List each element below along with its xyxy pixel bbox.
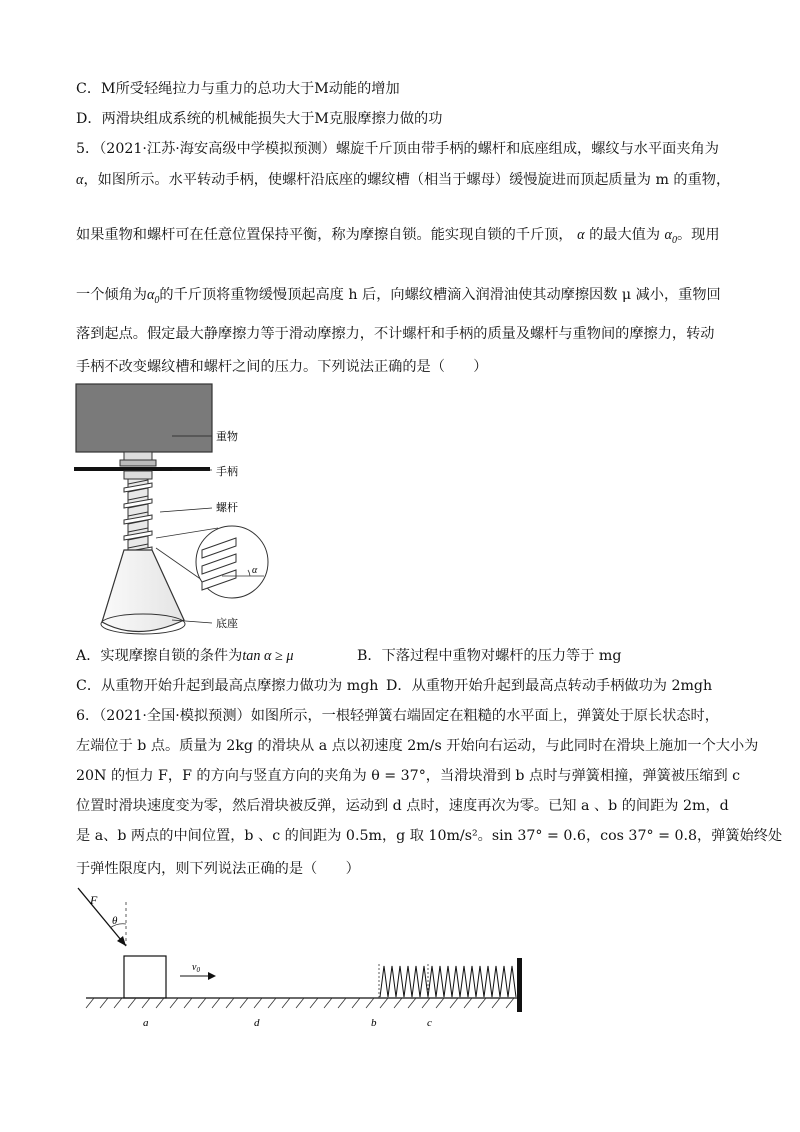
spring [380,966,516,997]
alpha0-symbol: $\alpha_0$ [664,227,677,246]
spring-block-figure [70,884,540,1034]
alpha0-symbol: $\alpha_0$ [146,287,160,306]
q5-option-a-wrap [76,646,293,666]
q5-stem-line3a: 如果重物和螺杆可在任意位置保持平衡，称为摩擦自锁。能实现自锁的千斤顶， [76,227,573,243]
alpha-symbol: α [76,172,84,188]
q5-stem-line2: ，如图所示。水平转动手柄，使螺杆沿底座的螺纹槽（相当于螺母）缓慢旋进而顶起质量为 m 的重物， [83,172,731,188]
label-theta: θ [112,915,118,927]
thread-detail-zoom [196,526,268,598]
label-alpha: α [252,565,258,576]
q5-option-d: D．从重物开始升起到最高点转动手柄做功为 2mgh [386,678,713,694]
option-c-prev: C．M所受轻绳拉力与重力的总功大于M动能的增加 [76,81,400,97]
label-screw: 螺杆 [216,502,238,514]
q5-stem-line4a: 一个倾角为 [76,287,147,303]
wall [517,958,522,1012]
q5-option-a: A．实现摩擦自锁的条件为 [76,648,243,664]
q5-stem-line6: 手柄不改变螺纹槽和螺杆之间的压力。下列说法正确的是（ ） [76,359,488,375]
label-point-c: c [427,1017,432,1029]
q5-option-a-math: tan α ≥ μ [242,648,294,664]
label-v0: $v_0$ [192,962,200,974]
q5-stem-line1: 5．（2021·江苏·海安高级中学模拟预测）螺旋千斤顶由带手柄的螺杆和底座组成，螺纹与水平面夹角为 [76,141,719,157]
q6-stem-line5: 是 a、b 两点的中间位置，b 、c 的间距为 0.5m，g 取 10m/s²。sin 37° = 0.6，cos 37° = 0.8，弹簧始终处 [76,828,783,844]
q5-stem-line3b: 的最大值为 [589,227,661,243]
q5-stem-line4-wrap [76,285,721,311]
weight-block [76,384,212,452]
q5-stem-line5: 落到起点。假定最大静摩擦力等于滑动摩擦力，不计螺杆和手柄的质量及螺杆与重物间的摩擦力，转动 [76,326,715,342]
q5-option-b: B．下落过程中重物对螺杆的压力等于 mg [357,648,622,664]
q5-stem-line4b: 的千斤顶将重物缓慢顶起高度 h 后，向螺纹槽滴入润滑油使其动摩擦因数 μ 减小，重物回 [159,287,721,303]
q5-stem-line3-wrap [76,225,720,251]
q5-stem-line2-wrap [76,170,730,190]
force-f-arrow [78,888,126,946]
label-base: 底座 [216,618,238,630]
q5-stem-line3c: 。现用 [676,227,720,243]
label-point-d: d [254,1017,260,1029]
q6-stem-line2: 左端位于 b 点。质量为 2kg 的滑块从 a 点以初速度 2m/s 开始向右运动，与此同时在滑块上施加一个大小为 [76,738,759,754]
base-cone [102,550,184,632]
label-point-a: a [143,1017,149,1029]
q6-stem-line6: 于弹性限度内，则下列说法正确的是（ ） [76,861,360,877]
label-weight: 重物 [216,431,238,443]
q5-option-c: C．从重物开始升起到最高点摩擦力做功为 mgh [76,678,379,694]
slider-block [124,956,166,998]
label-point-b: b [371,1017,377,1029]
q6-stem-line1: 6．（2021·全国·模拟预测）如图所示，一根轻弹簧右端固定在粗糙的水平面上，弹簧处于原长状态时， [76,708,719,724]
q6-stem-line4: 位置时滑块速度变为零，然后滑块被反弹，运动到 d 点时，速度再次为零。已知 a 、b 的间距为 2m，d [76,798,729,814]
screw-jack-figure [72,380,312,642]
label-f: F [90,893,98,907]
label-handle: 手柄 [216,466,238,478]
q6-stem-line3: 20N 的恒力 F，F 的方向与竖直方向的夹角为 θ = 37°，当滑块滑到 b 点时与弹簧相撞，弹簧被压缩到 c [76,768,741,784]
ground-hatch [86,998,514,1008]
option-d-prev: D．两滑块组成系统的机械能损失大于M克服摩擦力做的功 [76,111,443,127]
alpha-symbol: α [577,227,585,243]
